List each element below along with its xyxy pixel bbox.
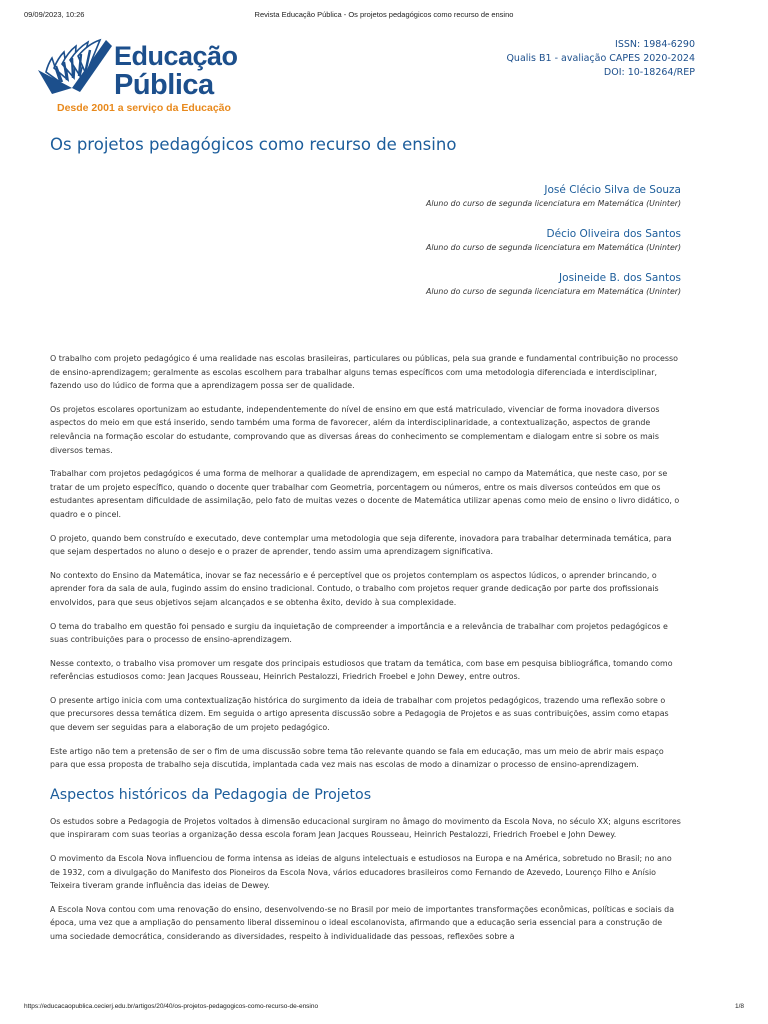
- logo-name-line1: Educação: [114, 41, 238, 71]
- issn: ISSN: 1984-6290: [615, 39, 695, 50]
- page-url[interactable]: https://educacaopublica.cecierj.edu.br/artigos/20/40/os-projetos-pedagogicos-como-recurso-de-ensino: [24, 1003, 319, 1010]
- educacao-publica-logo[interactable]: [34, 36, 264, 120]
- print-header: [0, 10, 768, 22]
- paragraph: O trabalho com projeto pedagógico é uma realidade nas escolas brasileiras, particulares ou públicas, pela sua grande e fundamental contribuição no processo de ensino-aprendizagem; geralmente as escolas escolhem para trabalhar alguns temas específicos com uma metodologia diferenciada e interdisciplinar, fazendo uso do lúdico de forma que a aprendizagem possa ser de qualidade.: [50, 354, 678, 391]
- section-heading: Aspectos históricos da Pedagogia de Projetos: [50, 786, 372, 803]
- logo-tagline: Desde 2001 a serviço da Educação: [57, 102, 231, 114]
- author: [426, 182, 681, 210]
- paragraph: Este artigo não tem a pretensão de ser o fim de uma discussão sobre tema tão relevante quando se fala em educação, mas um meio de abrir mais espaço para que essa proposta de trabalho seja discutida, implantada cada vez mais nas escolas de modo a dinamizar o processo de ensino-aprendizagem.: [50, 746, 664, 770]
- author-name: José Clécio Silva de Souza: [544, 184, 681, 196]
- paragraph: Os estudos sobre a Pedagogia de Projetos voltados à dimensão educacional surgiram no âmago do movimento da Escola Nova, no século XX; alguns escritores que inspiraram com suas teorias a organização dessa escola foram Jean Jacques Rousseau, Heinrich Pestalozzi, Friedrich Froebel e John Dewey.: [50, 816, 681, 840]
- author-affiliation: Aluno do curso de segunda licenciatura em Matemática (Uninter): [425, 243, 681, 252]
- paragraph: Trabalhar com projetos pedagógicos é uma forma de melhorar a qualidade de aprendizagem, em especial no campo da Matemática, que neste caso, por se tratar de um projeto específico, quando o docente quer trabalhar com Geometria, porcentagem ou números, entre os mais diversos conteúdos em que os estudantes apresentam dificuldade de assimilação, pelo fato de muitas vezes o docente de Matemática utilizar apenas como meio de ensino o livro didático, o quadro e o pincel.: [50, 469, 680, 519]
- article-title: Os projetos pedagógicos como recurso de ensino: [50, 135, 457, 154]
- article-body: [50, 352, 682, 954]
- print-footer: [0, 1003, 768, 1015]
- paragraph: Nesse contexto, o trabalho visa promover um resgate dos principais estudiosos que tratam da temática, com base em pesquisa bibliográfica, tomando como referências estudiosos como: Jean Jacques Rousseau, Heinrich Pestalozzi, Friedrich Froebel e John Dewey, entre outros.: [50, 658, 673, 682]
- print-date: 09/09/2023, 10:26: [24, 10, 85, 19]
- doi: DOI: 10-18264/REP: [603, 67, 695, 78]
- paragraph: O tema do trabalho em questão foi pensado e surgiu da inquietação de compreender a importância e a relevância de trabalhar com projetos pedagógicos e suas contribuições para o processo de ensino-aprendizagem.: [50, 621, 668, 645]
- paragraph: No contexto do Ensino da Matemática, inovar se faz necessário e é perceptível que os projetos contemplam os aspectos lúdicos, o aprender brincando, o aprender fora da sala de aula, fugindo assim do ensino tradicional. Contudo, o trabalho com projetos requer grande dedicação por parte dos profissionais envolvidos, para que seus objetivos sejam alcançados e se obtenha êxito, devido à sua complexidade.: [50, 570, 659, 607]
- paragraph: O movimento da Escola Nova influenciou de forma intensa as ideias de alguns intelectuais e estudiosos na Europa e na América, sobretudo no Brasil; no ano de 1932, com a divulgação do Manifesto dos Pioneiros da Escola Nova, vários educadores brasileiros como Fernando de Azevedo, Lourenço Filho e Anísio Teixeira tiveram grande influência das ideias de Dewey.: [50, 854, 672, 891]
- paragraph: O presente artigo inicia com uma contextualização histórica do surgimento da ideia de trabalhar com projetos pedagógicos, trazendo uma reflexão sobre o que precursores dessa temática dizem. Em seguida o artigo apresenta discussão sobre a Pedagogia de Projetos e as suas contribuições, assim como etapas que devem ser seguidas para a elaboração de um projeto pedagógico.: [50, 695, 669, 733]
- qualis: Qualis B1 - avaliação CAPES 2020-2024: [506, 53, 695, 64]
- author-affiliation: Aluno do curso de segunda licenciatura em Matemática (Uninter): [425, 199, 681, 208]
- book-logo-icon: [34, 36, 114, 102]
- logo-name-line2: Pública: [114, 69, 214, 101]
- paragraph: O projeto, quando bem construído e executado, deve contemplar uma metodologia que seja diferente, inovadora para trabalhar determinada temática, para que sejam despertados no aluno o desejo e o prazer de aprender, tendo assim uma aprendizagem significativa.: [50, 533, 672, 557]
- page-number: 1/8: [734, 1003, 744, 1010]
- author-name: Décio Oliveira dos Santos: [546, 228, 681, 240]
- author-affiliation: Aluno do curso de segunda licenciatura em Matemática (Uninter): [425, 287, 681, 296]
- author-name: Josineide B. dos Santos: [559, 272, 681, 284]
- journal-info: [506, 38, 695, 80]
- print-document-title: Revista Educação Pública - Os projetos pedagógicos como recurso de ensino: [254, 10, 514, 19]
- paragraph: Os projetos escolares oportunizam ao estudante, independentemente do nível de ensino em que está matriculado, vivenciar de forma inovadora diversos aspectos do meio em que está inserido, sendo também uma forma de favorecer, além da interdisciplinaridade, a contextualização, aspectos de grande relevância na formação escolar do estudante, comprovando que as diversas áreas do conhecimento se complementam e dialogam entre si sobre os mais diversos temas.: [50, 404, 660, 455]
- paragraph: A Escola Nova contou com uma renovação do ensino, desenvolvendo-se no Brasil por meio de importantes transformações econômicas, políticas e sociais da época, uma vez que a ampliação do pensamento liberal disseminou o ideal escolanovista, afirmando que a educação seria essencial para a construção de uma sociedade democrática, considerando as diversidades, respeito à individualidade das pessoas, reflexões sobre a: [50, 904, 675, 941]
- author: [426, 270, 681, 298]
- author-list: [426, 182, 681, 314]
- author: [426, 226, 681, 254]
